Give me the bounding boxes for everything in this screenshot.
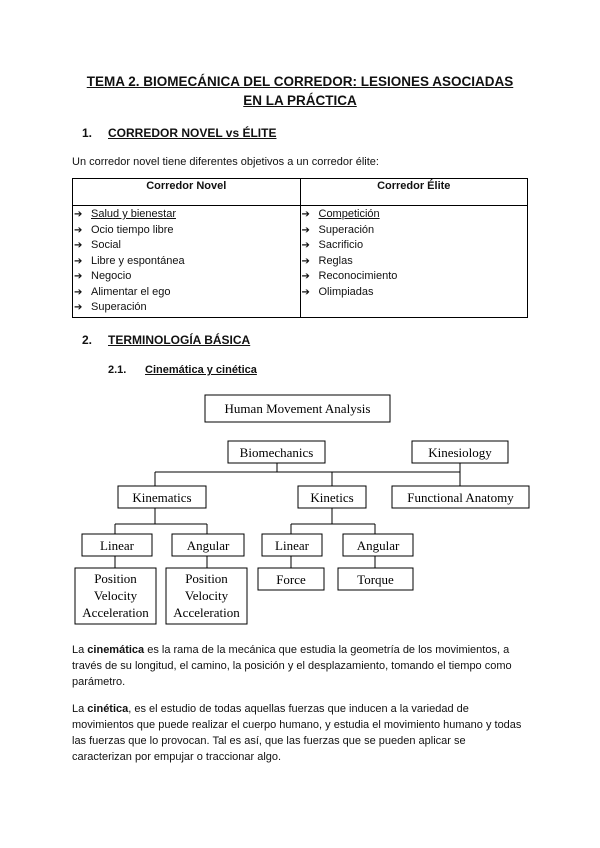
arrow-icon: ➔: [74, 255, 83, 267]
diagram-root-node: [205, 395, 390, 422]
diagram-kinetics-angular-node: [343, 534, 413, 556]
svg-text:Position: Position: [185, 571, 228, 586]
diagram-kinematics-node: [118, 486, 206, 508]
diagram-torque-node: [338, 568, 413, 590]
list-item: ➔ Reconocimiento: [302, 269, 527, 285]
list-item: ➔ Superación: [302, 223, 527, 239]
svg-text:Biomechanics: Biomechanics: [239, 445, 314, 460]
diagram-linear-kinematics-items: [75, 568, 156, 624]
arrow-icon: ➔: [301, 286, 310, 298]
svg-text:Acceleration: Acceleration: [173, 605, 240, 620]
svg-text:Linear: Linear: [275, 538, 309, 553]
arrow-icon: ➔: [74, 224, 83, 236]
list-item: ➔ Social: [74, 238, 299, 254]
svg-text:Kinetics: Kinetics: [310, 490, 354, 505]
list-item: ➔ Alimentar el ego: [74, 285, 299, 301]
diagram-angular-kinematics-items: [166, 568, 247, 624]
svg-text:Kinematics: Kinematics: [132, 490, 192, 505]
list-item: ➔ Libre y espontánea: [74, 254, 299, 270]
cinetica-paragraph: La cinética, es el estudio de todas aquellas fuerzas que inducen a la variedad de movimientos que puede realizar el cuerpo humano, y estudia el movimiento humano y todas las fuerzas que lo provocan. Tal es así, que las fuerzas que se pueden aplicar se caracterizan por empujar o traccionar algo.: [72, 703, 522, 763]
svg-text:Velocity: Velocity: [184, 588, 229, 603]
list-item: ➔ Sacrificio: [302, 238, 527, 254]
diagram-biomechanics-node: [228, 441, 325, 463]
list-item: ➔ Competición: [302, 207, 527, 223]
arrow-icon: ➔: [74, 209, 83, 220]
cinetica-term: cinética: [87, 703, 129, 715]
svg-text:Acceleration: Acceleration: [82, 605, 149, 620]
section-1-number: 1.: [82, 126, 93, 140]
title-line-2: EN LA PRÁCTICA: [243, 93, 357, 108]
svg-text:Angular: Angular: [356, 538, 400, 553]
arrow-icon: ➔: [301, 240, 310, 251]
svg-text:Angular: Angular: [186, 538, 230, 553]
svg-text:Linear: Linear: [100, 538, 134, 553]
header-novel: Corredor Novel: [73, 179, 301, 206]
section-1-title: CORREDOR NOVEL vs ÉLITE: [108, 126, 277, 140]
diagram-kinematics-linear-node: [82, 534, 152, 556]
arrow-icon: ➔: [74, 302, 83, 313]
diagram-functional-anatomy-node: [392, 486, 529, 508]
svg-text:Torque: Torque: [357, 572, 394, 587]
header-elite: Corredor Élite: [300, 179, 528, 206]
diagram-kinesiology-node: [412, 441, 508, 463]
svg-text:Position: Position: [94, 571, 137, 586]
list-item: ➔ Reglas: [302, 254, 527, 270]
title-line-1: TEMA 2. BIOMECÁNICA DEL CORREDOR: LESIONES ASOCIADAS: [86, 74, 514, 89]
diagram-kinetics-linear-node: [262, 534, 322, 556]
arrow-icon: ➔: [74, 240, 83, 251]
arrow-icon: ➔: [74, 271, 83, 282]
cinematica-term: cinemática: [87, 644, 145, 656]
arrow-icon: ➔: [301, 224, 310, 236]
list-item: ➔ Salud y bienestar: [74, 207, 299, 223]
intro-text: Un corredor novel tiene diferentes objetivos a un corredor élite:: [72, 156, 379, 168]
svg-text:Velocity: Velocity: [93, 588, 138, 603]
svg-text:Human Movement Analysis: Human Movement Analysis: [224, 401, 371, 416]
list-item: ➔ Ocio tiempo libre: [74, 223, 299, 239]
cinematica-paragraph: La cinemática es la rama de la mecánica que estudia la geometría de los movimientos, a través de su longitud, el camino, la posición y el desplazamiento, tomando el tiempo como parámetro.: [72, 644, 512, 688]
svg-text:Functional Anatomy: Functional Anatomy: [407, 490, 514, 505]
diagram-force-node: [258, 568, 324, 590]
diagram-kinematics-angular-node: [172, 534, 244, 556]
svg-text:Force: Force: [276, 572, 306, 587]
list-item: ➔ Superación: [74, 300, 299, 316]
diagram-kinetics-node: [298, 486, 366, 508]
arrow-icon: ➔: [301, 209, 310, 220]
subsection-2-1-title: Cinemática y cinética: [145, 364, 257, 376]
svg-text:Kinesiology: Kinesiology: [428, 445, 492, 460]
section-2-title: TERMINOLOGÍA BÁSICA: [108, 333, 251, 347]
section-2-number: 2.: [82, 333, 93, 347]
arrow-icon: ➔: [301, 271, 310, 282]
list-item: ➔ Negocio: [74, 269, 299, 285]
subsection-2-1-number: 2.1.: [108, 364, 127, 376]
arrow-icon: ➔: [301, 255, 310, 267]
list-item: ➔ Olimpiadas: [302, 285, 527, 301]
arrow-icon: ➔: [74, 286, 83, 298]
